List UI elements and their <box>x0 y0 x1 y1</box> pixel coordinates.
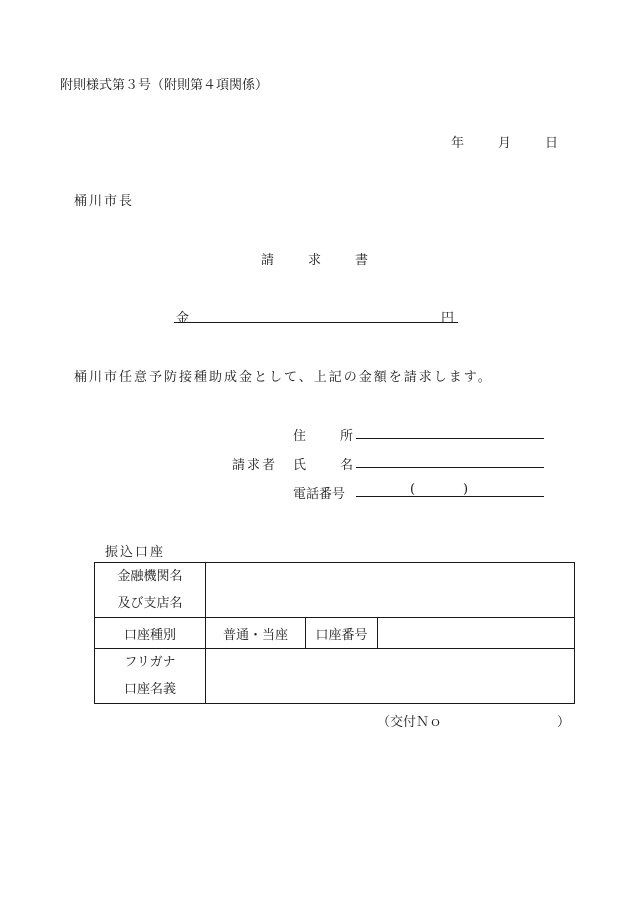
title-char-2: 求 <box>308 253 322 268</box>
account-number-label: 口座番号 <box>306 618 378 649</box>
amount-suffix: 円 <box>441 311 455 326</box>
name-field-line <box>356 467 544 468</box>
furigana-label: フリガナ <box>124 655 176 670</box>
address-label-char-2: 所 <box>340 429 354 444</box>
bank-account-heading: 振込口座 <box>105 545 166 560</box>
phone-field-line <box>356 496 544 497</box>
addressee: 桶川市長 <box>74 194 135 209</box>
claimant-label: 請求者 <box>232 458 278 473</box>
name-label-char-2: 名 <box>340 458 354 473</box>
address-label-char-1: 住 <box>293 429 307 444</box>
title-char-3: 書 <box>355 253 369 268</box>
amount-prefix: 金 <box>176 311 190 326</box>
date-month-label: 月 <box>498 136 512 151</box>
institution-input-cell[interactable] <box>206 563 575 618</box>
address-field-line <box>356 438 544 439</box>
amount-underline <box>174 322 458 323</box>
table-row <box>95 563 575 618</box>
account-number-input-cell[interactable] <box>378 618 575 649</box>
date-day-label: 日 <box>545 136 559 151</box>
account-type-value: 普通・当座 <box>206 618 306 649</box>
issue-number-label: （交付Ｎｏ <box>377 715 443 730</box>
account-holder-label-cell <box>95 649 206 704</box>
phone-label: 電話番号 <box>293 487 346 502</box>
bank-account-table <box>94 562 575 704</box>
table-row <box>95 618 575 649</box>
form-reference: 附則様式第３号（附則第４項関係） <box>60 78 269 93</box>
account-type-label: 口座種別 <box>95 618 206 649</box>
request-statement: 桶川市任意予防接種助成金として、上記の金額を請求します。 <box>74 370 493 385</box>
institution-label-cell <box>95 563 206 618</box>
title-char-1: 請 <box>261 253 275 268</box>
phone-open-paren: ( <box>410 482 416 497</box>
institution-label-line-1: 金融機関名 <box>117 569 183 584</box>
account-holder-input-cell[interactable] <box>206 649 575 704</box>
table-row <box>95 649 575 704</box>
account-holder-label: 口座名義 <box>123 682 176 697</box>
issue-number-close: ） <box>557 715 571 730</box>
phone-close-paren: ) <box>463 482 469 497</box>
institution-label-line-2: 及び支店名 <box>117 596 183 611</box>
name-label-char-1: 氏 <box>293 458 307 473</box>
date-year-label: 年 <box>451 136 465 151</box>
